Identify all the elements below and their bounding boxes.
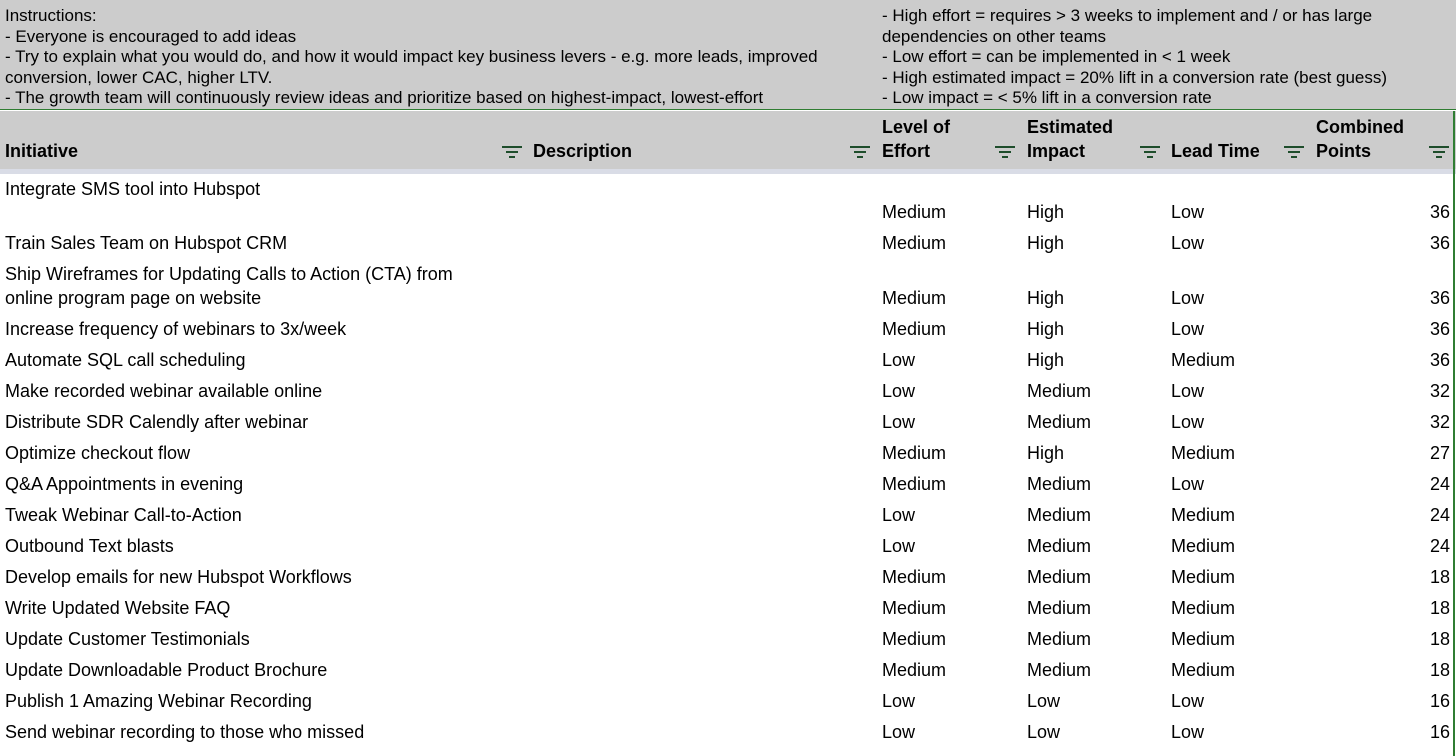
cell-impact[interactable]: Medium — [1027, 567, 1092, 587]
instructions-line: conversion, lower CAC, higher LTV. — [5, 67, 273, 87]
cell-points[interactable]: 18 — [1429, 567, 1450, 587]
cell-points[interactable]: 36 — [1429, 202, 1450, 222]
cell-effort[interactable]: Medium — [882, 319, 947, 339]
cell-effort[interactable]: Low — [882, 350, 916, 370]
cell-points[interactable]: 18 — [1429, 629, 1450, 649]
table-row[interactable] — [0, 346, 1453, 377]
table-row[interactable] — [0, 687, 1453, 718]
cell-impact[interactable]: High — [1027, 350, 1065, 370]
cell-points[interactable]: 16 — [1429, 722, 1450, 742]
cell-effort[interactable]: Medium — [882, 288, 947, 308]
table-row[interactable] — [0, 718, 1453, 749]
cell-lead-time[interactable]: Low — [1171, 233, 1205, 253]
cell-impact[interactable]: Medium — [1027, 536, 1092, 556]
filter-icon[interactable] — [1140, 144, 1160, 160]
cell-effort[interactable]: Low — [882, 536, 916, 556]
header-description[interactable] — [533, 139, 632, 163]
cell-points[interactable]: 16 — [1429, 691, 1450, 711]
table-row[interactable] — [0, 174, 1453, 229]
table-row[interactable] — [0, 532, 1453, 563]
filter-icon[interactable] — [995, 144, 1015, 160]
cell-impact[interactable]: Medium — [1027, 381, 1092, 401]
cell-points[interactable]: 27 — [1429, 443, 1450, 463]
cell-initiative[interactable]: Q&A Appointments in evening — [5, 474, 244, 494]
cell-initiative[interactable]: Make recorded webinar available online — [5, 381, 323, 401]
cell-points[interactable]: 36 — [1429, 350, 1450, 370]
cell-initiative[interactable]: Automate SQL call scheduling — [5, 350, 246, 370]
filter-icon[interactable] — [1284, 144, 1304, 160]
cell-effort[interactable]: Low — [882, 412, 916, 432]
table-row[interactable] — [0, 439, 1453, 470]
cell-effort[interactable]: Medium — [882, 598, 947, 618]
table-row[interactable] — [0, 229, 1453, 260]
table-row[interactable] — [0, 563, 1453, 594]
cell-initiative[interactable]: Publish 1 Amazing Webinar Recording — [5, 691, 312, 711]
cell-effort[interactable]: Low — [882, 505, 916, 525]
column-border — [1453, 111, 1455, 756]
cell-points[interactable]: 36 — [1429, 233, 1450, 253]
instructions-right — [882, 6, 1442, 109]
cell-initiative[interactable]: Ship Wireframes for Updating Calls to Action (CTA) from online program page on website — [5, 264, 453, 308]
cell-points[interactable]: 24 — [1429, 536, 1450, 556]
cell-effort[interactable]: Medium — [882, 474, 947, 494]
cell-lead-time[interactable]: Medium — [1171, 567, 1236, 587]
cell-effort[interactable]: Medium — [882, 629, 947, 649]
cell-points[interactable]: 18 — [1429, 660, 1450, 680]
header-points-line1: Combined — [1316, 117, 1404, 137]
filter-icon[interactable] — [850, 144, 870, 160]
cell-effort[interactable]: Medium — [882, 443, 947, 463]
cell-impact[interactable]: Low — [1027, 722, 1061, 742]
header-effort-line2: Effort — [882, 141, 930, 161]
filter-icon[interactable] — [502, 144, 522, 160]
cell-effort[interactable]: Low — [882, 691, 916, 711]
cell-initiative[interactable]: Tweak Webinar Call-to-Action — [5, 505, 242, 525]
cell-initiative[interactable]: Outbound Text blasts — [5, 536, 174, 556]
header-estimated-impact[interactable] — [1027, 115, 1113, 163]
header-impact-line1: Estimated — [1027, 117, 1114, 137]
cell-initiative[interactable]: Write Updated Website FAQ — [5, 598, 231, 618]
table-row[interactable] — [0, 470, 1453, 501]
cell-points[interactable]: 36 — [1429, 288, 1450, 308]
cell-initiative[interactable]: Train Sales Team on Hubspot CRM — [5, 233, 288, 253]
cell-lead-time[interactable]: Medium — [1171, 660, 1236, 680]
header-effort-line1: Level of — [882, 117, 951, 137]
cell-impact[interactable]: Medium — [1027, 412, 1092, 432]
cell-points[interactable]: 24 — [1429, 505, 1450, 525]
cell-impact[interactable]: High — [1027, 233, 1065, 253]
cell-initiative[interactable]: Develop emails for new Hubspot Workflows — [5, 567, 352, 587]
header-lead-label: Lead Time — [1171, 141, 1260, 161]
table-row[interactable] — [0, 501, 1453, 532]
instructions-line: - Everyone is encouraged to add ideas — [5, 26, 297, 46]
cell-lead-time[interactable]: Low — [1171, 202, 1205, 222]
instructions-line: Instructions: — [5, 6, 97, 25]
header-combined-points[interactable] — [1316, 115, 1404, 163]
table-row[interactable] — [0, 377, 1453, 408]
cell-lead-time[interactable]: Medium — [1171, 505, 1236, 525]
cell-impact[interactable]: Medium — [1027, 505, 1092, 525]
table-row[interactable] — [0, 656, 1453, 687]
cell-effort[interactable]: Medium — [882, 567, 947, 587]
header-lead-time[interactable] — [1171, 139, 1260, 163]
cell-lead-time[interactable]: Medium — [1171, 443, 1236, 463]
table-row[interactable] — [0, 408, 1453, 439]
cell-effort[interactable]: Medium — [882, 660, 947, 680]
cell-effort[interactable]: Medium — [882, 233, 947, 253]
header-initiative[interactable] — [5, 139, 78, 163]
cell-points[interactable]: 32 — [1429, 381, 1450, 401]
instructions-line: - Low effort = can be implemented in < 1 week — [882, 47, 1231, 66]
cell-impact[interactable]: High — [1027, 202, 1065, 222]
cell-initiative[interactable]: Integrate SMS tool into Hubspot — [5, 179, 261, 199]
header-level-of-effort[interactable] — [882, 115, 950, 163]
table-row[interactable] — [0, 594, 1453, 625]
cell-initiative[interactable]: Increase frequency of webinars to 3x/week — [5, 319, 347, 339]
instructions-left — [5, 6, 865, 109]
table-row[interactable] — [0, 625, 1453, 656]
cell-lead-time[interactable]: Low — [1171, 319, 1205, 339]
table-header — [0, 111, 1456, 169]
instructions-line: - The growth team will continuously review ideas and prioritize based on highest-impact, lowest-effort — [5, 88, 764, 107]
cell-lead-time[interactable]: Medium — [1171, 629, 1236, 649]
instructions-line: - Try to explain what you would do, and how it would impact key business levers - e.g. more leads, improved — [5, 47, 818, 66]
cell-points[interactable]: 32 — [1429, 412, 1450, 432]
cell-effort[interactable]: Low — [882, 722, 916, 742]
cell-impact[interactable]: Medium — [1027, 474, 1092, 494]
cell-impact[interactable]: Medium — [1027, 629, 1092, 649]
cell-lead-time[interactable]: Medium — [1171, 598, 1236, 618]
cell-points[interactable]: 24 — [1429, 474, 1450, 494]
cell-lead-time[interactable]: Low — [1171, 474, 1205, 494]
header-description-label: Description — [533, 141, 633, 161]
cell-lead-time[interactable]: Low — [1171, 691, 1205, 711]
cell-lead-time[interactable]: Low — [1171, 722, 1205, 742]
cell-lead-time[interactable]: Low — [1171, 288, 1205, 308]
cell-initiative[interactable]: Optimize checkout flow — [5, 443, 191, 463]
table-row[interactable] — [0, 315, 1453, 346]
cell-lead-time[interactable]: Low — [1171, 381, 1205, 401]
header-initiative-label: Initiative — [5, 141, 79, 161]
cell-impact[interactable]: Low — [1027, 691, 1061, 711]
cell-initiative[interactable]: Distribute SDR Calendly after webinar — [5, 412, 309, 432]
cell-initiative[interactable]: Update Customer Testimonials — [5, 629, 250, 649]
cell-lead-time[interactable]: Medium — [1171, 536, 1236, 556]
instructions-line: dependencies on other teams — [882, 26, 1106, 46]
cell-points[interactable]: 36 — [1429, 319, 1450, 339]
instructions-line: - High effort = requires > 3 weeks to implement and / or has large — [882, 6, 1373, 25]
cell-impact[interactable]: Medium — [1027, 598, 1092, 618]
table-row[interactable] — [0, 260, 1453, 315]
cell-impact[interactable]: High — [1027, 319, 1065, 339]
instructions-panel[interactable] — [0, 0, 1456, 110]
cell-effort[interactable]: Medium — [882, 202, 947, 222]
header-impact-line2: Impact — [1027, 141, 1086, 161]
instructions-line: - Low impact = < 5% lift in a conversion rate — [882, 88, 1212, 107]
cell-initiative[interactable]: Send webinar recording to those who missed — [5, 722, 365, 742]
cell-lead-time[interactable]: Medium — [1171, 350, 1236, 370]
header-points-line2: Points — [1316, 141, 1372, 161]
cell-impact[interactable]: Medium — [1027, 660, 1092, 680]
cell-impact[interactable]: High — [1027, 443, 1065, 463]
cell-impact[interactable]: High — [1027, 288, 1065, 308]
instructions-line: - High estimated impact = 20% lift in a conversion rate (best guess) — [882, 67, 1388, 87]
filter-icon[interactable] — [1429, 144, 1449, 160]
cell-points[interactable]: 18 — [1429, 598, 1450, 618]
cell-lead-time[interactable]: Low — [1171, 412, 1205, 432]
cell-initiative[interactable]: Update Downloadable Product Brochure — [5, 660, 328, 680]
cell-effort[interactable]: Low — [882, 381, 916, 401]
